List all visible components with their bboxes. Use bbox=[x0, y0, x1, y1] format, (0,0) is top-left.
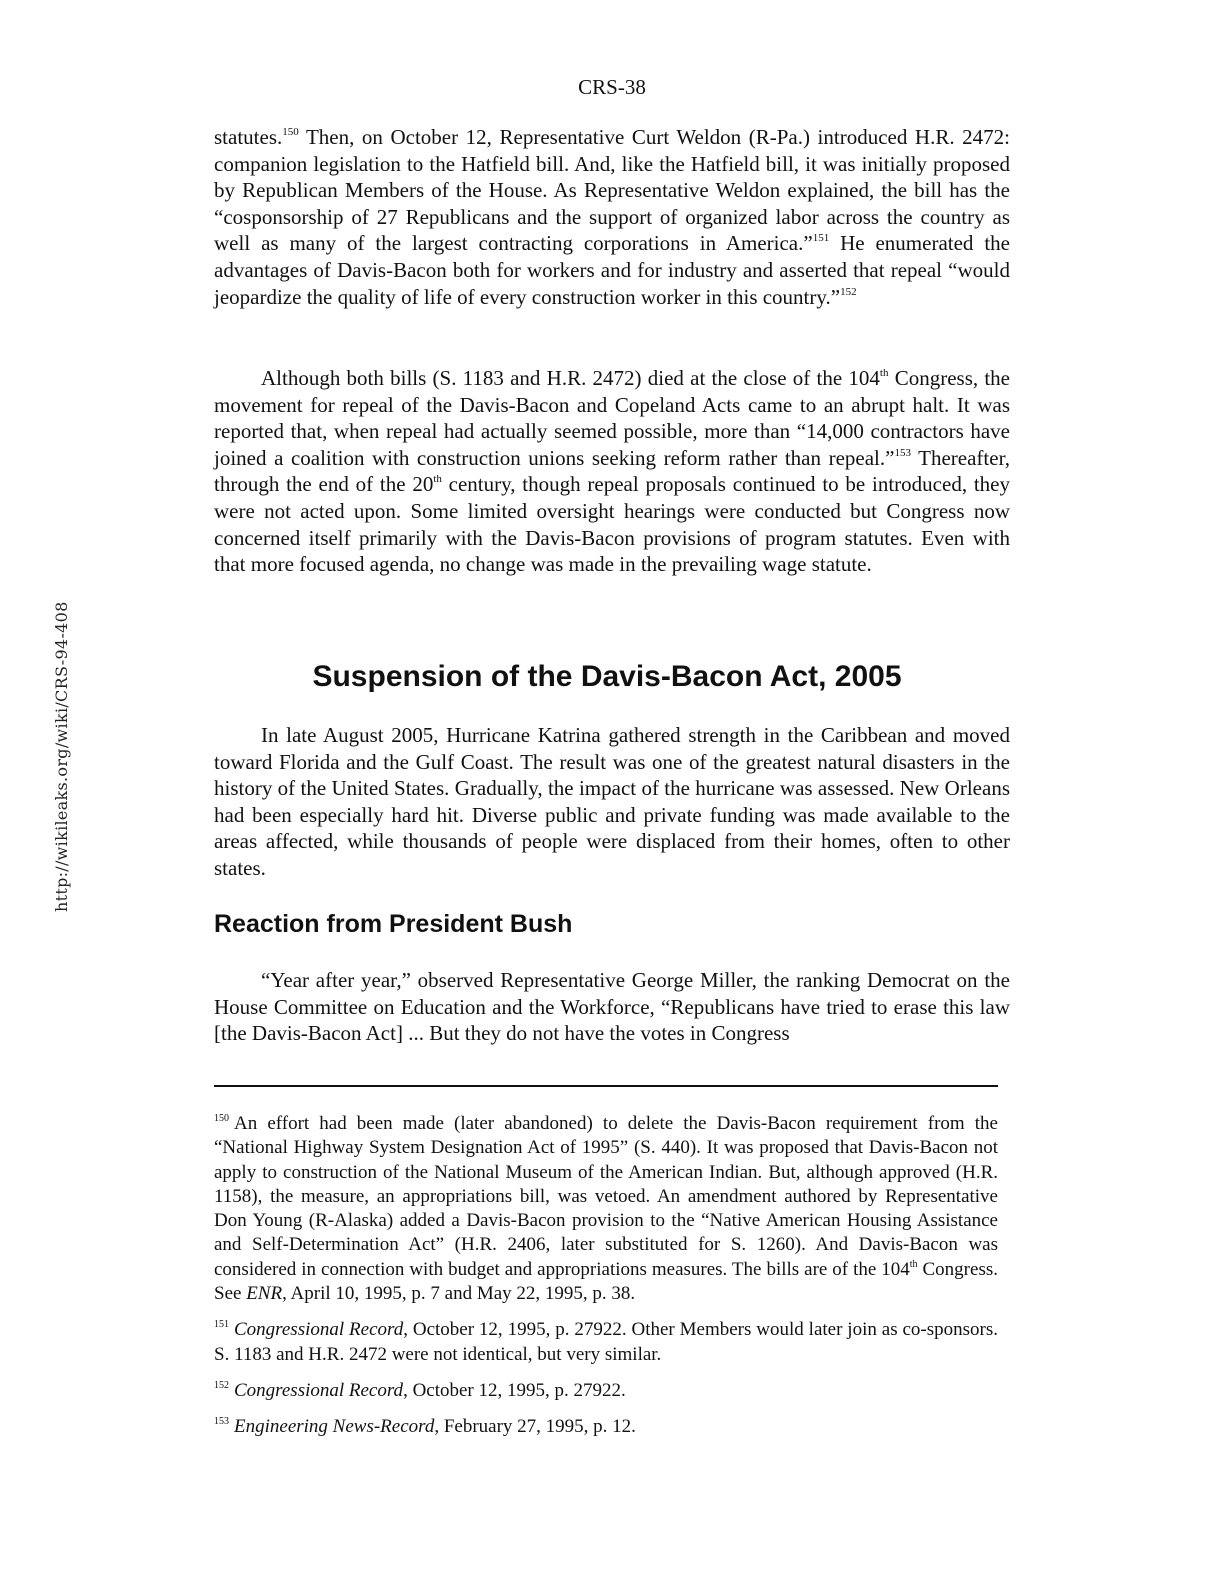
side-url-watermark[interactable]: http://wikileaks.org/wiki/CRS-94-408 bbox=[52, 601, 71, 912]
paragraph-text: Thereafter, through the end of the 20 bbox=[214, 445, 1010, 497]
paragraph-text: Although both bills (S. 1183 and H.R. 2472) died at the close of the 104 bbox=[261, 366, 880, 390]
footnote-text: , October 12, 1995, p. 27922. Other Members would later join as co-sponsors. S. 1183 and H.R. 2472 were not identical, but very similar. bbox=[214, 1319, 998, 1365]
footnotes-section bbox=[214, 1112, 998, 1452]
subsection-heading-reaction: Reaction from President Bush bbox=[214, 910, 573, 938]
footnote-153 bbox=[214, 1415, 998, 1439]
footnote-citation: Congressional Record bbox=[234, 1379, 404, 1401]
footnote-ref-153[interactable]: 153 bbox=[894, 446, 911, 459]
paragraph-text: “Year after year,” observed Representative George Miller, the ranking Democrat on the House Committee on Education and the Workforce, “Republicans have tried to erase this law [the Davis-Bacon Act] ... But they do not have the votes in Congress bbox=[214, 968, 1010, 1046]
footnote-citation: Engineering News-Record bbox=[234, 1416, 435, 1438]
footnote-number: 150 bbox=[214, 1113, 229, 1124]
paragraph-4 bbox=[214, 967, 1010, 1047]
footnote-text: An effort had been made (later abandoned) to delete the Davis-Bacon requirement from the “National Highway System Designation Act of 1995” (S. 440). It was proposed that Davis-Bacon not apply to construction of the National Museum of the American Indian. But, although approved (H.R. 1158), the measure, an appropriations bill, was vetoed. An amendment authored by Representative Don Young (R-Alaska) added a Davis-Bacon provision to the “Native American Housing Assistance and Self-Determination Act” (H.R. 2406, later substituted for S. 1260). And Davis-Bacon was considered in connection with budget and appropriations measures. The bills are of the 104 bbox=[214, 1113, 998, 1280]
footnote-text: , October 12, 1995, p. 27922. bbox=[403, 1379, 626, 1401]
page-number: CRS-38 bbox=[578, 75, 646, 99]
ordinal-suffix: th bbox=[433, 473, 442, 486]
footnote-number: 153 bbox=[214, 1416, 229, 1428]
ordinal-suffix: th bbox=[909, 1258, 918, 1270]
footnote-citation: Congressional Record bbox=[234, 1319, 404, 1341]
footnote-ref-151[interactable]: 151 bbox=[812, 232, 830, 245]
footnote-152 bbox=[214, 1379, 998, 1403]
paragraph-1 bbox=[214, 124, 1010, 310]
paragraph-3 bbox=[214, 722, 1010, 882]
footnote-151 bbox=[214, 1318, 998, 1367]
footnote-text: Congress. See bbox=[214, 1258, 998, 1305]
footnote-150 bbox=[214, 1112, 998, 1306]
paragraph-text: In late August 2005, Hurricane Katrina gathered strength in the Caribbean and moved toward Florida and the Gulf Coast. The result was one of the greatest natural disasters in the history of the United States. Gradually, the impact of the hurricane was assessed. New Orleans had been especially hard hit. Diverse public and private funding was made available to the areas affected, while thousands of people were displaced from their homes, often to other states. bbox=[214, 723, 1010, 880]
footnote-number: 152 bbox=[214, 1379, 229, 1391]
paragraph-text: statutes. bbox=[214, 125, 283, 149]
footnote-text: , April 10, 1995, p. 7 and May 22, 1995, p. 38. bbox=[282, 1283, 636, 1305]
paragraph-2 bbox=[214, 365, 1010, 578]
section-heading-suspension: Suspension of the Davis-Bacon Act, 2005 bbox=[312, 660, 902, 693]
ordinal-suffix: th bbox=[879, 367, 889, 379]
footnote-divider bbox=[214, 1085, 998, 1087]
footnote-text: , February 27, 1995, p. 12. bbox=[434, 1416, 636, 1438]
paragraph-text: He enumerated the advantages of Davis-Bacon both for workers and for industry and asserted that repeal “would jeopardize the quality of life of every construction worker in this country.” bbox=[214, 231, 1010, 309]
paragraph-text: century, though repeal proposals continued to be introduced, they were not acted upon. Some limited oversight hearings were conducted but Congress now concerned itself primarily with the Davis-Bacon provisions of program statutes. Even with that more focused agenda, no change was made in the prevailing wage statute. bbox=[214, 472, 1010, 577]
footnote-ref-150[interactable]: 150 bbox=[282, 126, 299, 138]
footnote-ref-152[interactable]: 152 bbox=[840, 285, 857, 298]
paragraph-text: Then, on October 12, Representative Curt Weldon (R-Pa.) introduced H.R. 2472: companion legislation to the Hatfield bill. And, like the Hatfield bill, it was initially proposed by Republican Members of the House. As Representative Weldon explained, the bill has the “cosponsorship of 27 Republicans and the support of organized labor across the country as well as many of the largest contracting corporations in America.” bbox=[214, 125, 1010, 256]
footnote-number: 151 bbox=[214, 1319, 229, 1331]
footnote-citation: ENR bbox=[246, 1283, 283, 1305]
paragraph-text: Congress, the movement for repeal of the Davis-Bacon and Copeland Acts came to an abrupt halt. It was reported that, when repeal had actually seemed possible, more than “14,000 contractors have joined a coalition with construction unions seeking reform rather than repeal.” bbox=[214, 366, 1010, 470]
